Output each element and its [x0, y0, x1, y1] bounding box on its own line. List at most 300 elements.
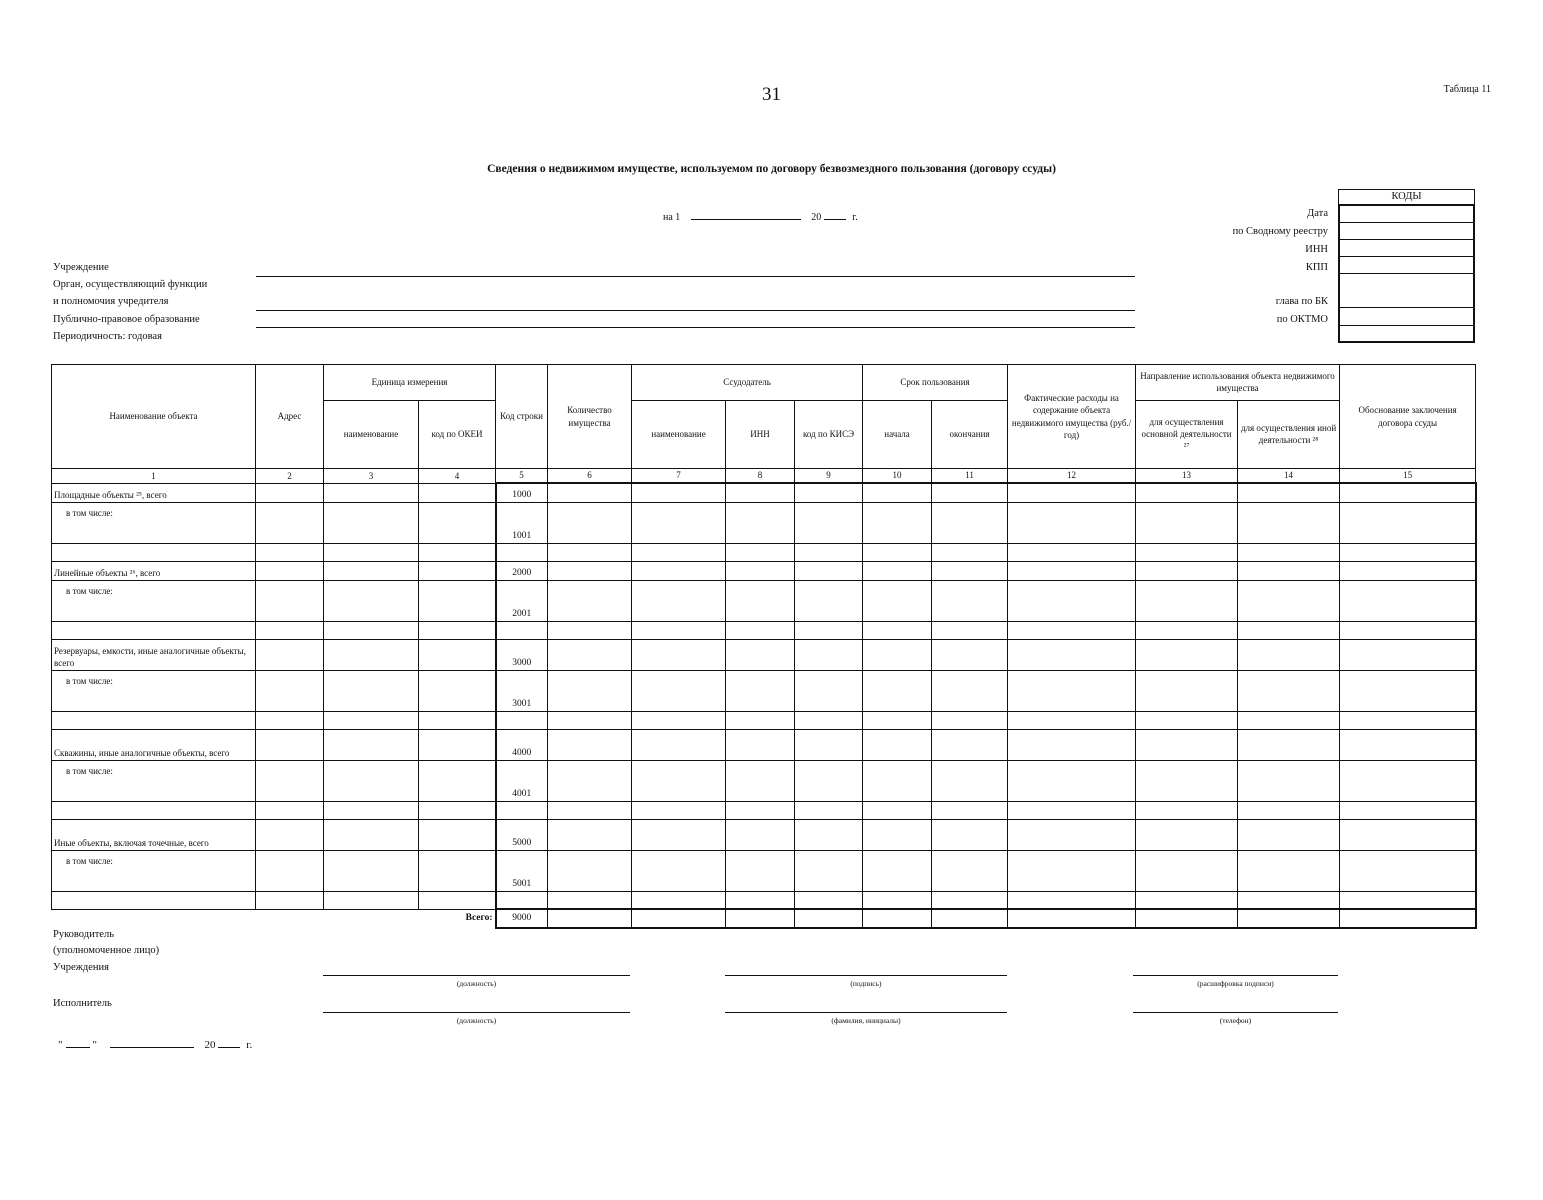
codes-box — [1338, 189, 1475, 343]
report-date — [663, 208, 858, 223]
data-cell[interactable] — [932, 580, 1008, 621]
data-cell[interactable] — [726, 819, 795, 850]
data-cell[interactable] — [1136, 483, 1238, 502]
row-code: 1000 — [496, 483, 548, 502]
institution-field[interactable] — [256, 276, 1135, 277]
data-cell[interactable] — [1340, 711, 1476, 729]
data-cell[interactable] — [1008, 729, 1136, 760]
data-cell[interactable] — [1008, 621, 1136, 639]
address-cell[interactable] — [256, 711, 324, 729]
unit-name-cell[interactable] — [324, 760, 419, 801]
data-cell[interactable] — [632, 670, 726, 711]
code-cell-kpp[interactable] — [1340, 257, 1473, 274]
row-code-blank[interactable] — [496, 801, 548, 819]
data-cell[interactable] — [932, 561, 1008, 580]
data-cell[interactable] — [863, 760, 932, 801]
unit-code-cell[interactable] — [419, 891, 496, 909]
data-cell[interactable] — [1238, 543, 1340, 561]
data-cell[interactable] — [1340, 543, 1476, 561]
unit-code-cell[interactable] — [419, 819, 496, 850]
total-cell[interactable] — [863, 909, 932, 928]
code-label-registry: по Сводному реестру — [1232, 226, 1328, 237]
date-prefix: на 1 — [663, 212, 681, 223]
total-cell[interactable] — [932, 909, 1008, 928]
data-cell[interactable] — [1008, 543, 1136, 561]
data-cell[interactable] — [1008, 639, 1136, 670]
address-cell[interactable] — [256, 561, 324, 580]
data-cell[interactable] — [632, 543, 726, 561]
unit-code-cell[interactable] — [419, 670, 496, 711]
form-title: Сведения о недвижимом имуществе, используемом по договору безвозмездного пользования (договору ссуды) — [487, 163, 1056, 175]
data-cell[interactable] — [1340, 639, 1476, 670]
executor-label: Исполнитель — [53, 998, 112, 1009]
data-cell[interactable] — [1340, 891, 1476, 909]
address-cell[interactable] — [256, 621, 324, 639]
head-label-3: Учреждения — [53, 961, 109, 973]
data-cell[interactable] — [1136, 850, 1238, 891]
colnum: 1 — [52, 469, 256, 484]
unit-name-cell[interactable] — [324, 483, 419, 502]
header-direction: Направление использования объекта недвижимого имущества — [1136, 365, 1340, 401]
data-cell[interactable] — [932, 819, 1008, 850]
unit-name-cell[interactable] — [324, 502, 419, 543]
data-cell[interactable] — [1008, 502, 1136, 543]
data-cell[interactable] — [1008, 580, 1136, 621]
header-quantity: Количество имущества — [548, 365, 632, 469]
object-name-blank[interactable] — [52, 621, 256, 639]
data-cell[interactable] — [1340, 561, 1476, 580]
data-cell[interactable] — [1136, 580, 1238, 621]
public-entity-field[interactable] — [256, 327, 1135, 328]
data-cell[interactable] — [1238, 760, 1340, 801]
property-table — [51, 364, 1477, 929]
data-cell[interactable] — [1238, 502, 1340, 543]
colnum: 7 — [632, 469, 726, 484]
code-label-inn: ИНН — [1305, 244, 1328, 255]
sign-year-prefix: 20 — [204, 1039, 216, 1051]
data-cell[interactable] — [632, 483, 726, 502]
data-cell[interactable] — [1008, 891, 1136, 909]
data-cell[interactable] — [1008, 801, 1136, 819]
data-cell[interactable] — [726, 483, 795, 502]
address-cell[interactable] — [256, 580, 324, 621]
code-cell-extra[interactable] — [1340, 326, 1473, 341]
unit-name-cell[interactable] — [324, 639, 419, 670]
data-cell[interactable] — [1136, 543, 1238, 561]
data-cell[interactable] — [863, 621, 932, 639]
data-cell[interactable] — [726, 561, 795, 580]
data-cell[interactable] — [795, 819, 863, 850]
group-sub-row — [52, 580, 1476, 621]
code-label-date: Дата — [1307, 208, 1328, 219]
data-cell[interactable] — [548, 483, 632, 502]
unit-name-cell[interactable] — [324, 729, 419, 760]
data-cell[interactable] — [632, 639, 726, 670]
header-unit: Единица измерения — [324, 365, 496, 401]
exec-position-line[interactable] — [323, 1012, 630, 1013]
group-sub-row — [52, 502, 1476, 543]
data-cell[interactable] — [1008, 819, 1136, 850]
group-sub-row — [52, 850, 1476, 891]
data-cell[interactable] — [632, 729, 726, 760]
data-cell[interactable] — [1136, 670, 1238, 711]
unit-name-cell[interactable] — [324, 819, 419, 850]
data-cell[interactable] — [1136, 621, 1238, 639]
total-cell[interactable] — [726, 909, 795, 928]
data-cell[interactable] — [1238, 670, 1340, 711]
blank-row — [52, 621, 1476, 639]
data-cell[interactable] — [548, 760, 632, 801]
unit-code-cell[interactable] — [419, 483, 496, 502]
row-code-blank[interactable] — [496, 621, 548, 639]
data-cell[interactable] — [1008, 850, 1136, 891]
object-name-blank[interactable] — [52, 543, 256, 561]
data-cell[interactable] — [1238, 580, 1340, 621]
data-cell[interactable] — [1340, 850, 1476, 891]
sign-day-field[interactable] — [66, 1035, 90, 1048]
data-cell[interactable] — [1340, 729, 1476, 760]
address-cell[interactable] — [256, 670, 324, 711]
header-row-code: Код строки — [496, 365, 548, 469]
data-cell[interactable] — [726, 891, 795, 909]
row-code: 5000 — [496, 819, 548, 850]
label-organ-1: Орган, осуществляющий функции — [53, 279, 208, 290]
data-cell[interactable] — [726, 580, 795, 621]
data-cell[interactable] — [632, 561, 726, 580]
row-code-blank[interactable] — [496, 711, 548, 729]
address-cell[interactable] — [256, 801, 324, 819]
data-cell[interactable] — [863, 561, 932, 580]
row-code-blank[interactable] — [496, 891, 548, 909]
data-cell[interactable] — [932, 711, 1008, 729]
data-cell[interactable] — [632, 502, 726, 543]
unit-code-cell[interactable] — [419, 543, 496, 561]
data-cell[interactable] — [863, 502, 932, 543]
data-cell[interactable] — [795, 850, 863, 891]
data-cell[interactable] — [863, 801, 932, 819]
address-cell[interactable] — [256, 543, 324, 561]
data-cell[interactable] — [726, 639, 795, 670]
header-address: Адрес — [256, 365, 324, 469]
data-cell[interactable] — [548, 639, 632, 670]
data-cell[interactable] — [726, 670, 795, 711]
data-cell[interactable] — [632, 850, 726, 891]
data-cell[interactable] — [632, 891, 726, 909]
header-lender-kise: код по КИСЭ — [795, 400, 863, 468]
header-term-end: окончания — [932, 400, 1008, 468]
unit-code-cell[interactable] — [419, 502, 496, 543]
code-cell-inn[interactable] — [1340, 240, 1473, 257]
data-cell[interactable] — [932, 850, 1008, 891]
address-cell[interactable] — [256, 891, 324, 909]
data-cell[interactable] — [726, 711, 795, 729]
data-cell[interactable] — [1340, 670, 1476, 711]
colnum: 13 — [1136, 469, 1238, 484]
colnum: 14 — [1238, 469, 1340, 484]
total-label: Всего: — [465, 913, 493, 924]
data-cell[interactable] — [795, 711, 863, 729]
address-cell[interactable] — [256, 729, 324, 760]
data-cell[interactable] — [1136, 502, 1238, 543]
sign-year-field[interactable] — [218, 1035, 240, 1048]
row-code: 4001 — [496, 760, 548, 801]
data-cell[interactable] — [795, 729, 863, 760]
data-cell[interactable] — [1136, 801, 1238, 819]
data-cell[interactable] — [1008, 760, 1136, 801]
code-label-kpp: КПП — [1305, 262, 1328, 273]
address-cell[interactable] — [256, 639, 324, 670]
data-cell[interactable] — [795, 891, 863, 909]
subitem-label: в том числе: — [52, 670, 256, 711]
header-term-start: начала — [863, 400, 932, 468]
row-code: 2000 — [496, 561, 548, 580]
data-cell[interactable] — [1136, 729, 1238, 760]
data-cell[interactable] — [1136, 561, 1238, 580]
head-position-line[interactable] — [323, 975, 630, 976]
data-cell[interactable] — [863, 580, 932, 621]
data-cell[interactable] — [548, 729, 632, 760]
table-label: Таблица 11 — [1443, 84, 1491, 95]
data-cell[interactable] — [1238, 819, 1340, 850]
exec-name-caption: (фамилия, инициалы) — [831, 1016, 901, 1025]
data-cell[interactable] — [1238, 729, 1340, 760]
data-cell[interactable] — [1136, 639, 1238, 670]
data-cell[interactable] — [726, 729, 795, 760]
total-cell[interactable] — [548, 909, 632, 928]
unit-code-cell[interactable] — [419, 580, 496, 621]
data-cell[interactable] — [863, 483, 932, 502]
unit-name-cell[interactable] — [324, 561, 419, 580]
data-cell[interactable] — [632, 819, 726, 850]
data-cell[interactable] — [863, 819, 932, 850]
address-cell[interactable] — [256, 502, 324, 543]
data-cell[interactable] — [1136, 760, 1238, 801]
head-signature-line[interactable] — [725, 975, 1007, 976]
colnum: 12 — [1008, 469, 1136, 484]
data-cell[interactable] — [632, 621, 726, 639]
row-code: 5001 — [496, 850, 548, 891]
code-cell-registry[interactable] — [1340, 223, 1473, 240]
object-name-blank[interactable] — [52, 801, 256, 819]
object-name: Линейные объекты ²⁶, всего — [52, 561, 256, 580]
data-cell[interactable] — [932, 502, 1008, 543]
exec-name-line[interactable] — [725, 1012, 1007, 1013]
data-cell[interactable] — [726, 801, 795, 819]
data-cell[interactable] — [932, 483, 1008, 502]
data-cell[interactable] — [932, 621, 1008, 639]
unit-name-cell[interactable] — [324, 801, 419, 819]
data-cell[interactable] — [1238, 483, 1340, 502]
data-cell[interactable] — [932, 760, 1008, 801]
data-cell[interactable] — [1340, 502, 1476, 543]
data-cell[interactable] — [863, 850, 932, 891]
data-cell[interactable] — [863, 891, 932, 909]
data-cell[interactable] — [726, 502, 795, 543]
data-cell[interactable] — [932, 729, 1008, 760]
header-dir-main: для осуществления основной деятельности ²⁷ — [1136, 400, 1238, 468]
data-cell[interactable] — [1008, 670, 1136, 711]
data-cell[interactable] — [795, 483, 863, 502]
data-cell[interactable] — [795, 621, 863, 639]
data-cell[interactable] — [632, 760, 726, 801]
data-cell[interactable] — [632, 580, 726, 621]
address-cell[interactable] — [256, 760, 324, 801]
data-cell[interactable] — [863, 639, 932, 670]
total-cell[interactable] — [1238, 909, 1340, 928]
data-cell[interactable] — [932, 891, 1008, 909]
data-cell[interactable] — [863, 711, 932, 729]
unit-code-cell[interactable] — [419, 850, 496, 891]
data-cell[interactable] — [548, 670, 632, 711]
data-cell[interactable] — [726, 850, 795, 891]
data-cell[interactable] — [548, 561, 632, 580]
data-cell[interactable] — [548, 711, 632, 729]
head-decode-caption: (расшифровка подписи) — [1197, 979, 1274, 988]
object-name: Площадные объекты ²⁵, всего — [52, 483, 256, 502]
unit-code-cell[interactable] — [419, 801, 496, 819]
data-cell[interactable] — [1238, 639, 1340, 670]
unit-code-cell[interactable] — [419, 711, 496, 729]
data-cell[interactable] — [795, 502, 863, 543]
unit-name-cell[interactable] — [324, 621, 419, 639]
organ-field[interactable] — [256, 310, 1135, 311]
data-cell[interactable] — [1008, 711, 1136, 729]
unit-name-cell[interactable] — [324, 670, 419, 711]
header-name: Наименование объекта — [52, 365, 256, 469]
unit-name-cell[interactable] — [324, 891, 419, 909]
head-decode-line[interactable] — [1133, 975, 1338, 976]
object-name-blank[interactable] — [52, 711, 256, 729]
data-cell[interactable] — [795, 801, 863, 819]
data-cell[interactable] — [1136, 711, 1238, 729]
data-cell[interactable] — [795, 561, 863, 580]
data-cell[interactable] — [1340, 483, 1476, 502]
code-cell-bk[interactable] — [1340, 274, 1473, 308]
data-cell[interactable] — [1340, 621, 1476, 639]
data-cell[interactable] — [795, 760, 863, 801]
data-cell[interactable] — [795, 639, 863, 670]
data-cell[interactable] — [1136, 891, 1238, 909]
unit-code-cell[interactable] — [419, 561, 496, 580]
data-cell[interactable] — [1238, 621, 1340, 639]
group-sub-row — [52, 670, 1476, 711]
data-cell[interactable] — [932, 639, 1008, 670]
data-cell[interactable] — [932, 801, 1008, 819]
code-label-oktmo: по ОКТМО — [1276, 314, 1328, 325]
total-cell[interactable] — [1008, 909, 1136, 928]
data-cell[interactable] — [1008, 561, 1136, 580]
data-cell[interactable] — [548, 850, 632, 891]
label-institution: Учреждение — [53, 262, 109, 273]
group-total-row — [52, 561, 1476, 580]
unit-code-cell[interactable] — [419, 760, 496, 801]
data-cell[interactable] — [1238, 850, 1340, 891]
data-cell[interactable] — [1008, 483, 1136, 502]
sign-month-field[interactable] — [110, 1035, 194, 1048]
unit-code-cell[interactable] — [419, 729, 496, 760]
unit-name-cell[interactable] — [324, 543, 419, 561]
data-cell[interactable] — [632, 801, 726, 819]
unit-code-cell[interactable] — [419, 621, 496, 639]
data-cell[interactable] — [1340, 580, 1476, 621]
date-quote-close: " — [92, 1039, 97, 1051]
data-cell[interactable] — [795, 670, 863, 711]
data-cell[interactable] — [795, 543, 863, 561]
exec-phone-line[interactable] — [1133, 1012, 1338, 1013]
data-cell[interactable] — [726, 621, 795, 639]
data-cell[interactable] — [726, 760, 795, 801]
data-cell[interactable] — [1340, 801, 1476, 819]
row-code: 4000 — [496, 729, 548, 760]
object-name: Иные объекты, включая точечные, всего — [52, 819, 256, 850]
code-cell-oktmo[interactable] — [1340, 308, 1473, 326]
sign-date-suffix: г. — [246, 1039, 253, 1051]
object-name-blank[interactable] — [52, 891, 256, 909]
object-name: Резервуары, емкости, иные аналогичные объекты, всего — [52, 639, 256, 670]
header-lender-inn: ИНН — [726, 400, 795, 468]
total-cell[interactable] — [632, 909, 726, 928]
data-cell[interactable] — [863, 670, 932, 711]
data-cell[interactable] — [548, 543, 632, 561]
data-cell[interactable] — [1238, 891, 1340, 909]
data-cell[interactable] — [548, 621, 632, 639]
code-cell-date[interactable] — [1340, 206, 1473, 223]
header-lender: Ссудодатель — [632, 365, 863, 401]
unit-code-cell[interactable] — [419, 639, 496, 670]
header-expenses: Фактические расходы на содержание объекта недвижимого имущества (руб./год) — [1008, 365, 1136, 469]
data-cell[interactable] — [795, 580, 863, 621]
data-cell[interactable] — [932, 543, 1008, 561]
total-cell[interactable] — [1340, 909, 1476, 928]
data-cell[interactable] — [1238, 711, 1340, 729]
data-cell[interactable] — [1238, 561, 1340, 580]
head-signature-caption: (подпись) — [850, 979, 882, 988]
subitem-label: в том числе: — [52, 760, 256, 801]
data-cell[interactable] — [932, 670, 1008, 711]
data-cell[interactable] — [863, 543, 932, 561]
address-cell[interactable] — [256, 850, 324, 891]
header-basis: Обоснование заключения договора ссуды — [1340, 365, 1476, 469]
total-code: 9000 — [496, 909, 548, 928]
data-cell[interactable] — [548, 502, 632, 543]
exec-phone-caption: (телефон) — [1219, 1016, 1252, 1025]
data-cell[interactable] — [726, 543, 795, 561]
total-cell[interactable] — [795, 909, 863, 928]
date-year-field[interactable] — [824, 208, 846, 220]
unit-name-cell[interactable] — [324, 711, 419, 729]
address-cell[interactable] — [256, 483, 324, 502]
blank-row — [52, 711, 1476, 729]
data-cell[interactable] — [548, 580, 632, 621]
data-cell[interactable] — [1238, 801, 1340, 819]
address-cell[interactable] — [256, 819, 324, 850]
object-name: Скважины, иные аналогичные объекты, всего — [52, 729, 256, 760]
data-cell[interactable] — [548, 801, 632, 819]
data-cell[interactable] — [632, 711, 726, 729]
data-cell[interactable] — [1136, 819, 1238, 850]
codes-header: КОДЫ — [1338, 189, 1475, 204]
unit-name-cell[interactable] — [324, 580, 419, 621]
unit-name-cell[interactable] — [324, 850, 419, 891]
data-cell[interactable] — [1340, 819, 1476, 850]
data-cell[interactable] — [548, 891, 632, 909]
data-cell[interactable] — [548, 819, 632, 850]
data-cell[interactable] — [863, 729, 932, 760]
total-cell[interactable] — [1136, 909, 1238, 928]
data-cell[interactable] — [1340, 760, 1476, 801]
row-code-blank[interactable] — [496, 543, 548, 561]
date-day-month-field[interactable] — [691, 208, 801, 220]
